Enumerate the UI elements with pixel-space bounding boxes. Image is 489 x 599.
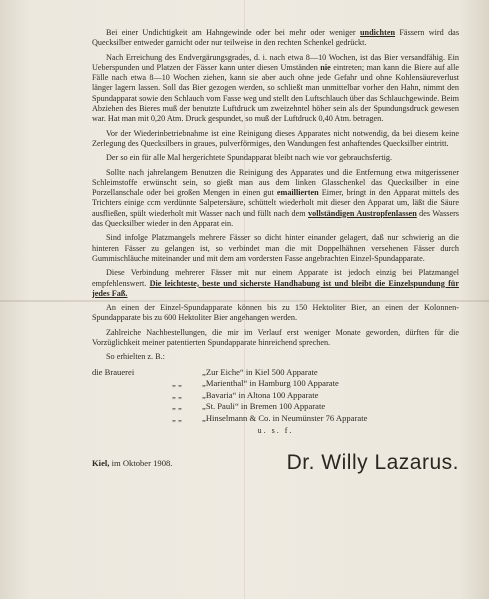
paragraph-10: So erhielten z. B.: <box>106 352 165 362</box>
paragraph-7: Diese Verbindung mehrerer Fässer mit nur einem Apparate ist jedoch einzig bei Platzmangel empfehlenswert. Die leichteste, beste und sicherste Handhabung ist und bleibt die Einzelspundung für jedes Faß. <box>92 268 459 298</box>
list-item: „ „ „Hinselmann & Co. in Neumünster 76 Apparate <box>172 412 368 423</box>
usf-note: u. s. f. <box>257 426 294 436</box>
paragraph-9: Zahlreiche Nachbestellungen, die mir im Verlauf erst weniger Monate geworden, dürften für die Vorzüglichkeit meiner patentierten Spundapparate hinreichend sprechen. <box>92 327 459 348</box>
paragraph-6: Sind infolge Platzmangels mehrere Fässer so dicht hinter einander gelagert, daß nur schwierig an die hinteren Fässer zu gelangen ist, so verbindet man die mit Doppelhähnen versehenen Fässer durch Gummischläuche miteinander und mit dem am vordersten Fasse angebrachten Einzel-Spundapparate. <box>92 233 459 263</box>
signature: Dr. Willy Lazarus. <box>286 451 459 475</box>
list-item: die Brauerei „Zur Eiche“ in Kiel 500 Apparate <box>92 366 318 377</box>
list-item: „ „ „Bavaria“ in Altona 100 Apparate <box>172 389 319 400</box>
paragraph-2: Nach Erreichung des Endvergärungsgrades, d. i. nach etwa 8—10 Wochen, ist das Bier versandfähig. Ein Ueberspunden und Platzen der Fässer kann unter diesen Umständen nie eintreten; man kann die Biere auf alle Fälle nach etwa 8—10 Wochen ziehen, kann sie aber auch ohne jede Gefahr und ohne Kohlensäureverlust länger lagern lassen. Soll das Bier gezogen werden, so schließt man unmittelbar vorher den Hahn, nimmt den Spundapparat sowie den Schlauch vom Fasse weg und stellt den Luftschlauch über das Schlauchgewinde. Beim Abziehen des Bieres muß der benutzte Luftdruck um zweizehntel höher sein als der Spundungsdruck gewesen war. Hat man mit 0,20 Atm. Druck gespundet, so muß der Luftdruck 0,40 Atm. betragen. <box>92 52 459 124</box>
paragraph-4: Der so ein für alle Mal hergerichtete Spundapparat bleibt nach wie vor gebrauchsfertig. <box>106 153 393 163</box>
list-item: „ „ „St. Pauli“ in Bremen 100 Apparate <box>172 401 326 412</box>
footer <box>92 451 459 475</box>
paragraph-3: Vor der Wiederinbetriebnahme ist eine Reinigung dieses Apparates nicht notwendig, da bei diesem keine Zerlegung des Quecksilbers in graues, pulverförmiges, den Wandungen fest anhaftendes Quecksilber eintritt. <box>92 128 459 148</box>
paragraph-5: Sollte nach jahrelangem Benutzen die Reinigung des Apparates und die Entfernung etwa mitgerissener Schleimstoffe erwünscht sein, so gießt man aus dem linken Glasschenkel das Quecksilber in eine Porzellanschale oder bei großen Mengen in einen gut emaillierten Eimer, bringt in den Apparat mittels des Trichters einige ccm verdünnte Salpetersäure, schüttelt wiederholt mit dieser den Apparat um, läßt die Säure ausfließen, spült wiederholt mit Wasser nach und füllt nach dem vollständigen Austropfenlassen des Wassers das Quecksilber wieder in den Apparat ein. <box>92 167 459 229</box>
paragraph-8: An einen der Einzel-Spundapparate können bis zu 150 Hektoliter Bier, an einen der Kolonnen-Spundapparate bis zu 600 Hektoliter Bier angehangen werden. <box>92 303 459 323</box>
paragraph-1: Bei einer Undichtigkeit am Hahngewinde oder bei mehr oder weniger undichten Fässern wird das Quecksilber entweder garnicht oder nur teilweise in den rechten Schenkel gedrückt. <box>92 28 460 48</box>
list-item: „ „ „Marienthal“ in Hamburg 100 Apparate <box>172 378 339 389</box>
place-date: Kiel, im Oktober 1908. <box>92 458 173 469</box>
brewery-list <box>92 367 459 425</box>
body-text <box>92 28 460 475</box>
